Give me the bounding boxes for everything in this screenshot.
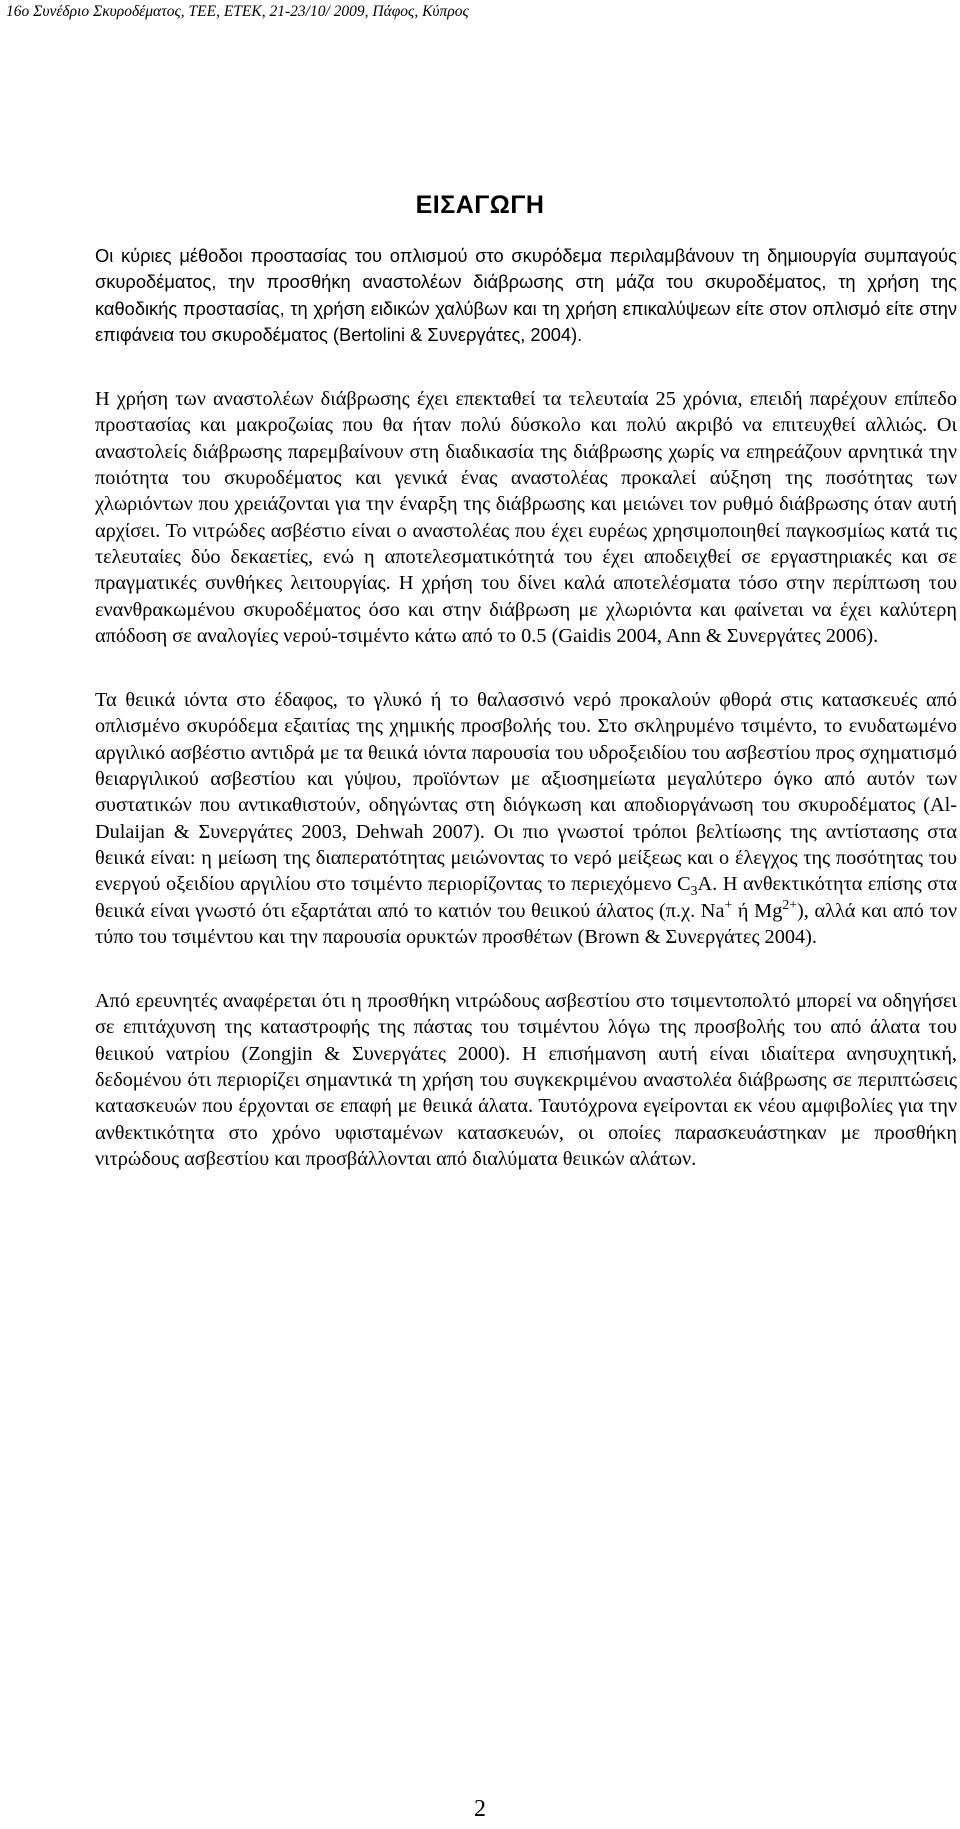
section-title: ΕΙΣΑΓΩΓΗ bbox=[415, 191, 545, 219]
paragraph-inhibitors: Η χρήση των αναστολέων διάβρωσης έχει επεκταθεί τα τελευταία 25 χρόνια, επειδή παρέχουν επίπεδο προστασίας και μακροζωίας που θα ήταν πολύ δύσκολο και πολύ ακριβό να επιτευχθεί αλλιώς. Οι αναστολείς διάβρωσης παρεμβαίνουν στη διαδικασία της διάβρωσης χωρίς να επηρεάζουν αρνητικά την ποιότητα του σκυροδέματος και γενικά ένας αναστολέας προκαλεί αύξηση της ποσότητας των χλωριόντων που χρειάζονται για την έναρξη της διάβρωσης και μειώνει τον ρυθμό διάβρωσης όταν αυτή αρχίσει. Το νιτρώδες ασβέστιο είναι ο αναστολέας που έχει ευρέως χρησιμοποιηθεί παγκοσμίως κατά τις τελευταίες δύο δεκαετίες, ενώ η αποτελεσματικότητά του έχει αποδειχθεί σε εργαστηριακές και σε πραγματικές συνθήκες λειτουργίας. Η χρήση του δίνει καλά αποτελέσματα τόσο στην περίπτωση του ενανθρακωμένου σκυροδέματος όσο και στην διάβρωση με χλωριόντα και φαίνεται να έχει καλύτερη απόδοση σε αναλογίες νερού-τσιμέντο κάτω από το 0.5 (Gaidis 2004, Ann & Συνεργάτες 2006). bbox=[95, 388, 957, 647]
body-text bbox=[95, 243, 957, 1172]
sulfate-text-part-2: A. Η ανθεκτικότητα επίσης στα θειικά είναι γνωστό ότι εξαρτάται από το κατιόν του θειικού άλατος (π.χ. Na bbox=[95, 873, 957, 922]
paragraph-intro: Οι κύριες μέθοδοι προστασίας του οπλισμού στο σκυρόδεμα περιλαμβάνουν τη δημιουργία συμπαγούς σκυροδέματος, την προσθήκη αναστολέων διάβρωσης στη μάζα του σκυροδέματος, τη χρήση της καθοδικής προστασίας, τη χρήση ειδικών χαλύβων και τη χρήση επικαλύψεων είτε στον οπλισμό είτε στην επιφάνεια του σκυροδέματος (Bertolini & Συνεργάτες, 2004). bbox=[95, 245, 957, 345]
running-header: 16ο Συνέδριο Σκυροδέματος, ΤΕΕ, ΕΤΕΚ, 21-23/10/ 2009, Πάφος, Κύπρος bbox=[6, 3, 469, 20]
page-number: 2 bbox=[474, 1796, 486, 1822]
subscript-3: 3 bbox=[690, 883, 698, 899]
sulfate-text-part-1: Τα θειικά ιόντα στο έδαφος, το γλυκό ή το θαλασσινό νερό προκαλούν φθορά στις κατασκευές από οπλισμένο σκυρόδεμα εξαιτίας της χημικής προσβολής του. Στο σκληρυμένο τσιμέντο, το ενυδατωμένο αργιλικό ασβέστιο αντιδρά με τα θειικά ιόντα παρουσία του υδροξειδίου του ασβεστίου προς σχηματισμό θειαργιλικού ασβεστίου και γύψου, προϊόντων με αξιοσημείωτα μεγαλύτερο όγκο από αυτόν των συστατικών που αντικαθιστούν, οδηγώντας στη διόγκωση και αποδιοργάνωση του σκυροδέματος (Al-Dulaijan & Συνεργάτες 2003, Dehwah 2007). Οι πιο γνωστοί τρόποι βελτίωσης της αντίστασης στα θειικά είναι: η μείωση της διαπερατότητας μειώνοντας το νερό μείξεως και ο έλεγχος της ποσότητας του ενεργού οξειδίου αργιλίου στο τσιμέντο περιορίζοντας το περιεχόμενο C bbox=[95, 689, 957, 896]
paragraph-sulfate-attack bbox=[95, 687, 957, 950]
superscript-2plus: 2+ bbox=[782, 896, 798, 912]
superscript-plus: + bbox=[724, 896, 733, 912]
sulfate-text-part-4: ), αλλά και από τον τύπο του τσιμέντου και την παρουσία ορυκτών προσθέτων (Brown & Συνεργάτες 2004). bbox=[95, 899, 957, 948]
sulfate-text-part-3: ή Mg bbox=[732, 899, 783, 922]
paragraph-research-findings: Από ερευνητές αναφέρεται ότι η προσθήκη νιτρώδους ασβεστίου στο τσιμεντοπολτό μπορεί να οδηγήσει σε επιτάχυνση της καταστροφής της πάστας του τσιμέντου λόγω της προσβολής του από άλατα του θειικού νατρίου (Zongjin & Συνεργάτες 2000). Η επισήμανση αυτή είναι ιδιαίτερα ανησυχητική, δεδομένου ότι περιορίζει σημαντικά τη χρήση του συγκεκριμένου αναστολέα διάβρωσης σε περιπτώσεις κατασκευών που έρχονται σε επαφή με θειικά άλατα. Ταυτόχρονα εγείρονται εκ νέου αμφιβολίες για την ανθεκτικότητα στο χρόνο υφισταμένων κατασκευών, οι οποίες παρασκευάστηκαν με προσθήκη νιτρώδους ασβεστίου και προσβάλλονται από διαλύματα θειικών αλάτων. bbox=[95, 990, 957, 1170]
